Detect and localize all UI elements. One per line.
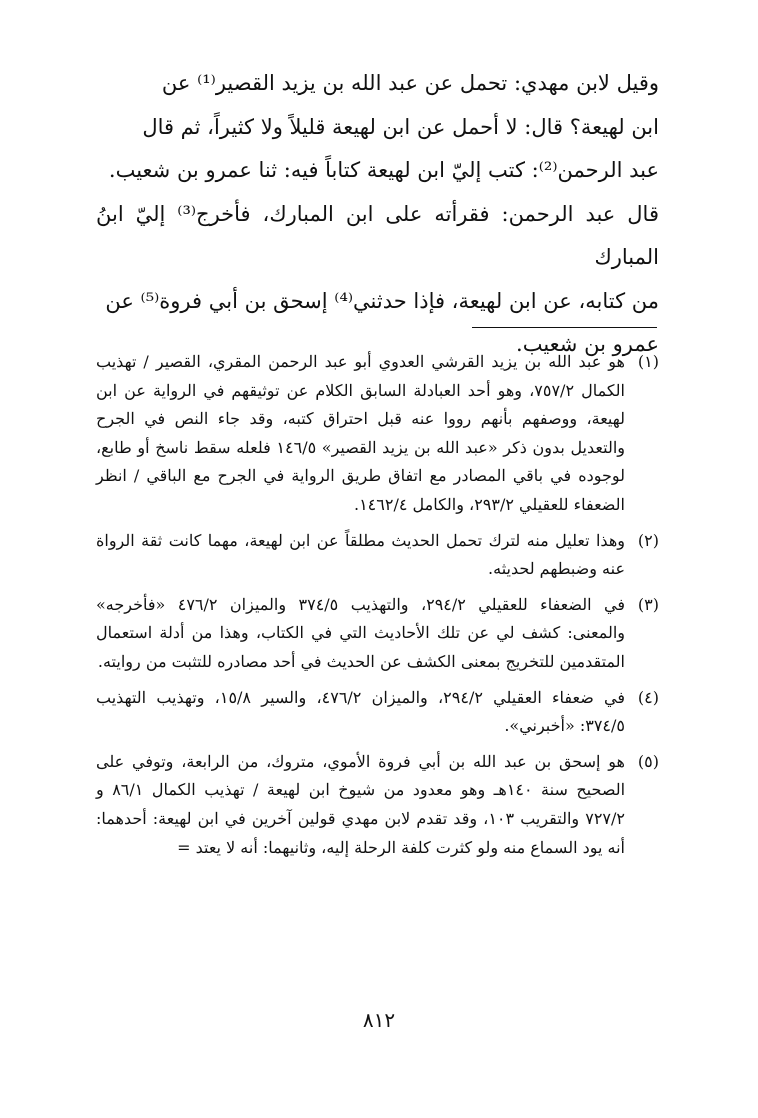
footnote-5 xyxy=(96,748,659,862)
footnote-text: في الضعفاء للعقيلي ٢٩٤/٢، والتهذيب ٣٧٤/٥ والميزان ٤٧٦/٢ «فأخرجه» والمعنى: كشف لي عن تلك الأحاديث التي في الكتاب، وهذا من أدلة استعمال المتقدمين للتخريج بمعنى الكشف عن الحديث في أحد مصادره للتثبت من روايته. xyxy=(96,594,625,671)
footnote-text: هو عبد الله بن يزيد القرشي العدوي أبو عبد الرحمن المقري، القصير / تهذيب الكمال ٧٥٧/٢، وهو أحد العبادلة السابق الكلام عن توثيقهم في الرواية عن ابن لهيعة، ووصفهم بأنهم رووا عنه قبل احتراق كتبه، وقد جاء النص في الجرح والتعديل بدون ذكر «عبد الله بن يزيد القصير» ١٤٦/٥ فلعله سقط ناسخ أو طابع، لوجوده في باقي المصادر مع اتفاق طريق الرواية في الجرح مع الباقي / انظر الضعفاء للعقيلي ٢٩٣/٢، والكامل ١٤٦٢/٤. xyxy=(96,352,626,514)
main-text-line: وقيل لابن مهدي: تحمل عن عبد الله بن يزيد القصير⁽¹⁾ عن xyxy=(161,71,659,95)
footnote-text: هو إسحق بن عبد الله بن أبي فروة الأموي، متروك، من الرابعة، وتوفي على الصحيح سنة ١٤٠هـ وهو معدود من شيوخ ابن لهيعة / تهذيب الكمال ٨٦/١ و ٧٢٧/٢ والتقريب ١٠٣، وقد تقدم لابن مهدي قولين آخرين في ابن لهيعة: أحدهما: أنه يود السماع منه ولو كثرت كلفة الرحلة إليه، وثانيهما: أنه لا يعتد = xyxy=(96,751,626,857)
main-text-line: عبد الرحمن⁽²⁾: كتب إليّ ابن لهيعة كتاباً فيه: ثنا عمرو بن شعيب. xyxy=(108,158,659,182)
footnote-1 xyxy=(96,348,659,520)
footnote-text: وهذا تعليل منه لترك تحمل الحديث مطلقاً عن ابن لهيعة، مهما كانت ثقة الرواة عنه وضبطهم لحديثه. xyxy=(96,530,625,579)
footnote-number: (١) xyxy=(637,352,659,371)
main-text xyxy=(96,62,659,367)
footnote-3 xyxy=(96,591,659,677)
footnote-text: في ضعفاء العقيلي ٢٩٤/٢، والميزان ٤٧٦/٢، والسير ١٥/٨، وتهذيب التهذيب ٣٧٤/٥: «أخبرني». xyxy=(96,687,626,736)
footnote-number: (٣) xyxy=(637,594,659,614)
main-text-line: من كتابه، عن ابن لهيعة، فإذا حدثني⁽⁴⁾ إسحق بن أبي فروة⁽⁵⁾ عن xyxy=(105,288,659,313)
main-text-line: قال عبد الرحمن: فقرأته على ابن المبارك، فأخرج⁽³⁾ إليّ ابنُ المبارك xyxy=(96,201,659,269)
main-text-line: عمرو بن شعيب. xyxy=(516,332,659,356)
footnote-4 xyxy=(96,684,659,741)
footnotes xyxy=(96,348,659,869)
main-text-line: ابن لهيعة؟ قال: لا أحمل عن ابن لهيعة قليلاً ولا كثيراً، ثم قال xyxy=(142,114,659,139)
footnote-number: (٢) xyxy=(637,530,659,550)
footnote-2 xyxy=(96,527,659,584)
page-number: ٨١٢ xyxy=(362,1008,396,1032)
footnote-number: (٤) xyxy=(637,687,659,707)
footnote-separator xyxy=(472,327,657,328)
footnote-number: (٥) xyxy=(637,751,659,771)
